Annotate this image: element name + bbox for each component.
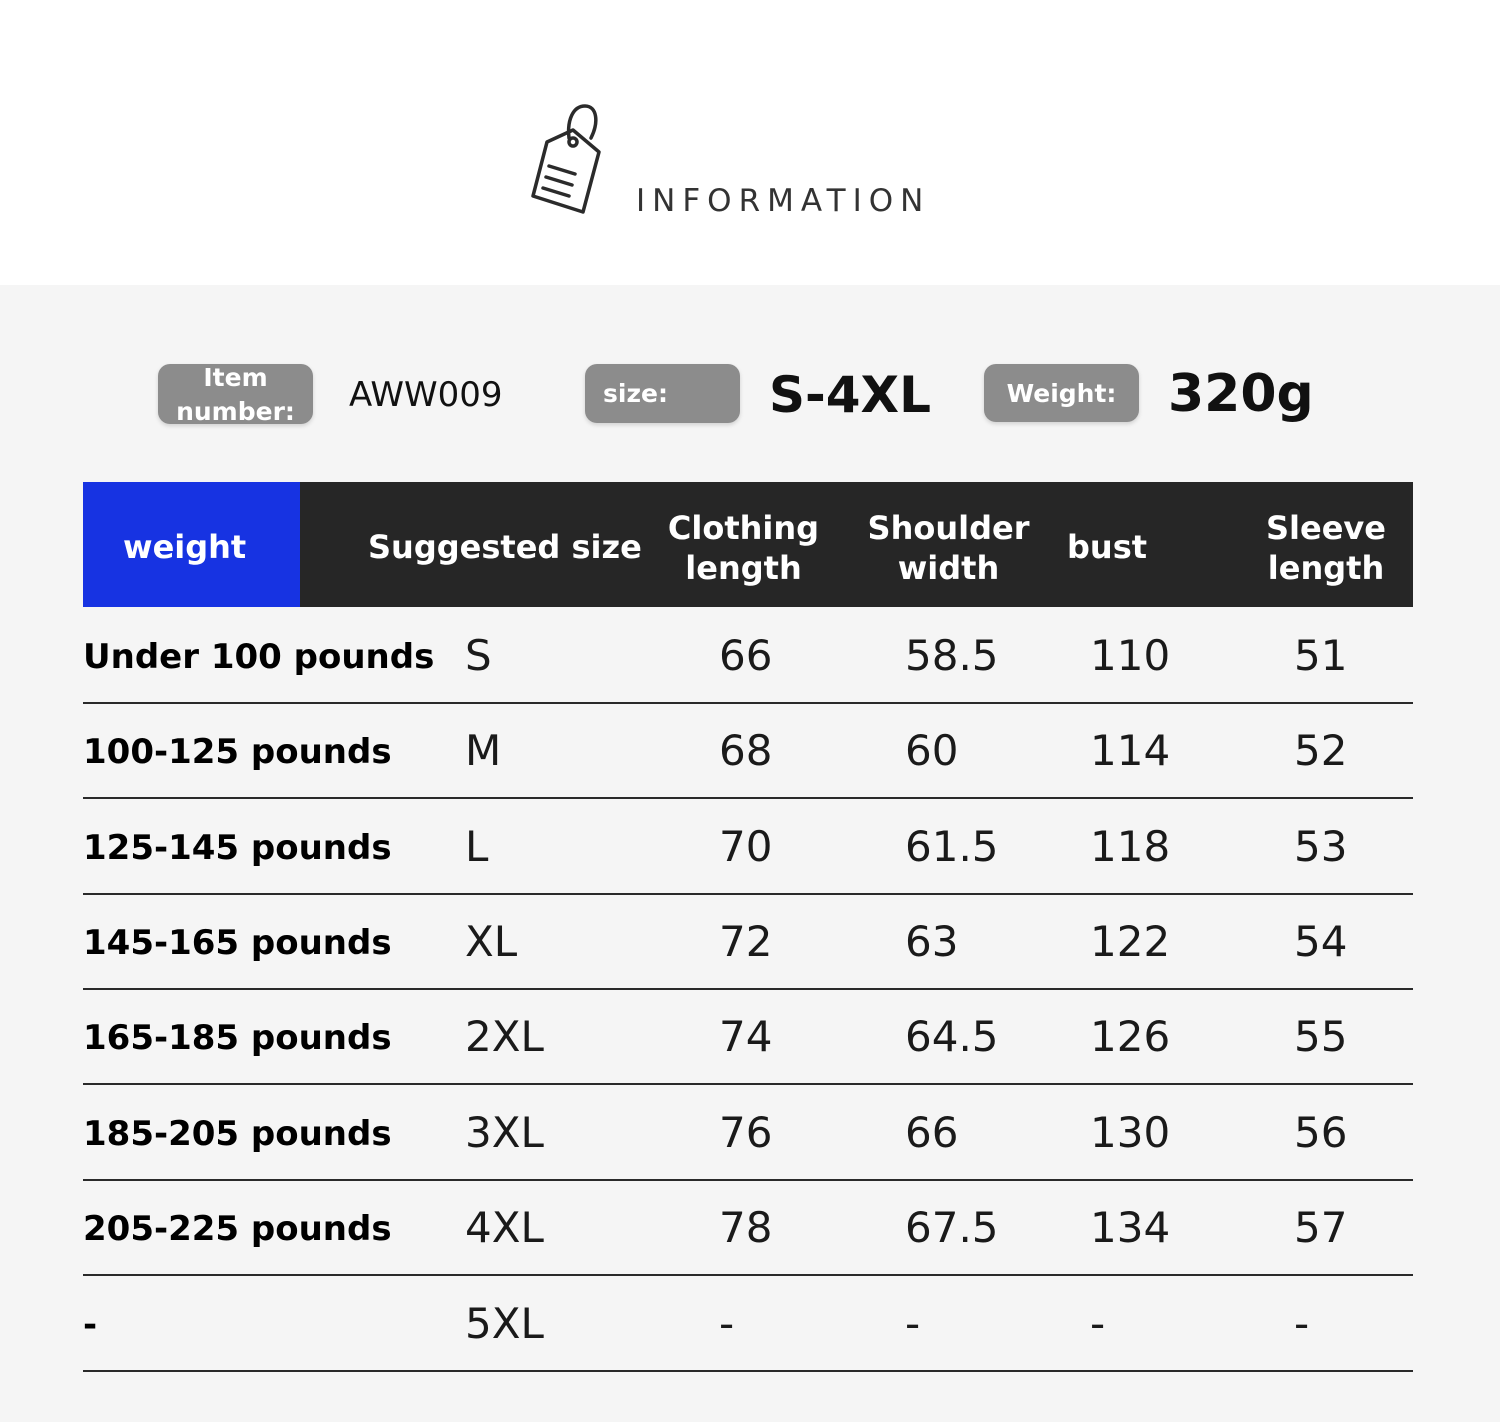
cell-bust: 114	[1090, 726, 1171, 775]
size-range-value: S-4XL	[769, 366, 931, 424]
cell-clothing-length: 66	[719, 631, 773, 680]
header-weight: weight	[123, 528, 247, 566]
table-row	[83, 1086, 1413, 1181]
cell-sleeve-length: 53	[1294, 822, 1348, 871]
cell-weight: 100-125 pounds	[83, 732, 392, 772]
cell-size: XL	[465, 917, 518, 966]
cell-shoulder-width: 67.5	[905, 1203, 999, 1252]
cell-shoulder-width: 66	[905, 1108, 959, 1157]
cell-clothing-length: 78	[719, 1203, 773, 1252]
table-header	[83, 482, 1413, 607]
header-clothing-length	[661, 508, 826, 588]
cell-size: 5XL	[465, 1299, 544, 1348]
cell-size: L	[465, 822, 489, 871]
header-sleeve-length-line2: length	[1267, 549, 1385, 587]
cell-weight: 165-185 pounds	[83, 1018, 392, 1058]
header-clothing-length-line1: Clothing	[667, 509, 820, 547]
cell-clothing-length: 72	[719, 917, 773, 966]
cell-weight: Under 100 pounds	[83, 637, 435, 677]
cell-bust: 126	[1090, 1012, 1171, 1061]
cell-sleeve-length: 55	[1294, 1012, 1348, 1061]
cell-size: 2XL	[465, 1012, 544, 1061]
cell-size: M	[465, 726, 502, 775]
table-row	[83, 895, 1413, 990]
weight-value: 320g	[1168, 364, 1314, 424]
cell-sleeve-length: 57	[1294, 1203, 1348, 1252]
item-number-value: AWW009	[349, 375, 503, 415]
cell-sleeve-length: -	[1294, 1299, 1310, 1348]
cell-sleeve-length: 51	[1294, 631, 1348, 680]
table-row	[83, 609, 1413, 704]
header-shoulder-width	[866, 508, 1031, 588]
cell-clothing-length: 74	[719, 1012, 773, 1061]
header-suggested-size: Suggested size	[368, 528, 642, 566]
cell-shoulder-width: 61.5	[905, 822, 999, 871]
cell-bust: 130	[1090, 1108, 1171, 1157]
cell-shoulder-width: 60	[905, 726, 959, 775]
header-bust: bust	[1067, 528, 1148, 566]
item-number-label: Item number:	[158, 364, 313, 424]
header-band	[0, 0, 1500, 285]
cell-shoulder-width: 58.5	[905, 631, 999, 680]
cell-shoulder-width: 63	[905, 917, 959, 966]
cell-bust: 122	[1090, 917, 1171, 966]
cell-size: 4XL	[465, 1203, 544, 1252]
page-title: INFORMATION	[636, 183, 931, 219]
weight-label: Weight:	[984, 364, 1139, 422]
cell-bust: -	[1090, 1299, 1106, 1348]
table-row	[83, 990, 1413, 1085]
cell-clothing-length: 68	[719, 726, 773, 775]
header-shoulder-width-line2: width	[897, 549, 1000, 587]
row-divider	[83, 1370, 1413, 1372]
cell-shoulder-width: -	[905, 1299, 921, 1348]
cell-bust: 118	[1090, 822, 1171, 871]
cell-bust: 110	[1090, 631, 1171, 680]
header-sleeve-length	[1251, 508, 1401, 588]
cell-size: S	[465, 631, 492, 680]
row-divider	[83, 797, 1413, 799]
header-shoulder-width-line1: Shoulder	[867, 509, 1030, 547]
row-divider	[83, 1083, 1413, 1085]
cell-weight: 145-165 pounds	[83, 923, 392, 963]
table-row	[83, 704, 1413, 799]
cell-weight: -	[83, 1305, 98, 1345]
cell-clothing-length: -	[719, 1299, 735, 1348]
cell-weight: 205-225 pounds	[83, 1209, 392, 1249]
price-tag-icon	[527, 100, 607, 218]
cell-weight: 185-205 pounds	[83, 1114, 392, 1154]
cell-sleeve-length: 56	[1294, 1108, 1348, 1157]
cell-sleeve-length: 52	[1294, 726, 1348, 775]
cell-bust: 134	[1090, 1203, 1171, 1252]
cell-shoulder-width: 64.5	[905, 1012, 999, 1061]
table-row	[83, 1277, 1413, 1372]
header-clothing-length-line2: length	[685, 549, 802, 587]
cell-size: 3XL	[465, 1108, 544, 1157]
cell-weight: 125-145 pounds	[83, 828, 392, 868]
table-row	[83, 800, 1413, 895]
cell-sleeve-length: 54	[1294, 917, 1348, 966]
cell-clothing-length: 70	[719, 822, 773, 871]
cell-clothing-length: 76	[719, 1108, 773, 1157]
size-label: size:	[585, 364, 740, 423]
table-row	[83, 1181, 1413, 1276]
row-divider	[83, 1274, 1413, 1276]
header-sleeve-length-line1: Sleeve	[1266, 509, 1386, 547]
